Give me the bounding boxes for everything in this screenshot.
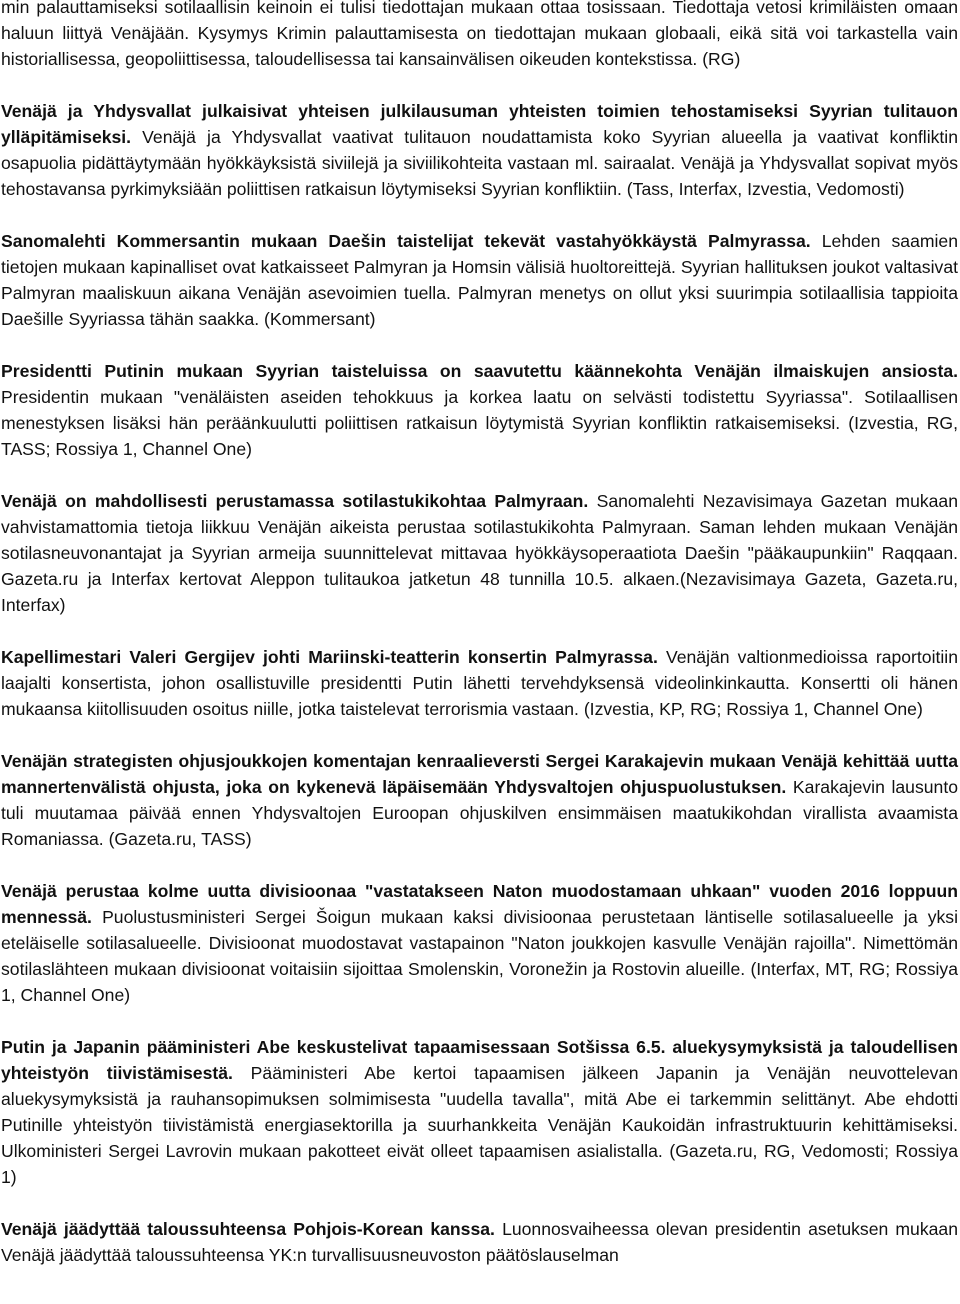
article-headline: Putin ja Japanin pääministeri Abe keskustelivat tapaamisessaan Sotšissa 6.5. aluekysymyksistä ja taloudellisen yhteistyön tiivistämisestä. [1,1037,958,1083]
article-north-korea [1,1216,958,1268]
article-palmyra-base [1,488,958,618]
article-body: Pääministeri Abe kertoi tapaamisen jälkeen Japanin ja Venäjän neuvottelevan aluekysymyksistä ja rauhansopimuksen solmimisesta "uudella tavalla", mitä Abe ei tarkemmin selittänyt. Abe ehdotti Putinille yhteistyön tiivistämistä energiasektorilla ja suurhankkeita Venäjän Kaukoidän infrastruktuurin kehittämiseksi. Ulkoministeri Sergei Lavrovin mukaan pakotteet eivät olleet tapaamisen asialistalla. (Gazeta.ru, RG, Vedomosti; Rossiya 1) [1,1063,959,1187]
intro-text: min palauttamiseksi sotilaallisin keinoin ei tulisi tiedottajan mukaan ottaa tosissaan. Tiedottaja vetosi krimiläisten omaan haluun liittyä Venäjään. Kysymys Krimin palauttamisesta on tiedottajan mukaan globaali, eikä sitä voi tarkastella vain historiallisessa, geopoliittisessa, taloudellisessa tai kansainvälisen oikeuden kontekstissa. (RG) [1,0,958,69]
article-headline: Venäjä on mahdollisesti perustamassa sotilastukikohtaa Palmyraan. [1,491,589,511]
article-body: Lehden saamien tietojen mukaan kapinalliset ovat katkaisseet Palmyran ja Homsin välisiä huoltoreittejä. Syyrian hallituksen joukot valtasivat Palmyran maaliskuun aikana Venäjän asevoimien tuella. Palmyran menetys on ollut yksi suurimpia sotilaallisia tappioita Daešille Syyriassa tähän saakka. (Kommersant) [1,231,958,329]
article-headline: Venäjä ja Yhdysvallat julkaisivat yhteisen julkilausuman yhteisten toimien tehostamiseksi Syyrian tulitauon ylläpitämiseksi. [1,101,958,147]
article-headline: Presidentti Putinin mukaan Syyrian taisteluissa on saavutettu käännekohta Venäjän ilmaiskujen ansiosta. [1,361,958,381]
article-putin-turning-point [1,358,958,462]
article-putin-abe [1,1034,958,1190]
article-body: Sanomalehti Nezavisimaya Gazetan mukaan vahvistamattomia tietoja liikkuu Venäjän aikeista perustaa sotilastukikohta Palmyraan. Saman lehden mukaan Venäjän sotilasneuvonantajat ja Syyrian armeija suunnittelevat mittavaa hyökkäysoperaatiota Daešin "pääkaupunkiin" Raqqaan. Gazeta.ru ja Interfax kertovat Aleppon tulitaukoa jatketun 48 tunnilla 10.5. alkaen.(Nezavisimaya Gazeta, Gazeta.ru, Interfax) [1,491,959,615]
article-headline: Sanomalehti Kommersantin mukaan Daešin taistelijat tekevät vastahyökkäystä Palmyrassa. [1,231,811,251]
article-body: Presidentin mukaan "venäläisten aseiden tehokkuus ja korkea laatu on selvästi todistettu Syyriassa". Sotilaallisen menestyksen lisäksi hän peräänkuulutti poliittisen ratkaisun löytymistä Syyrian konfliktin ratkaisemiseksi. (Izvestia, RG, TASS; Rossiya 1, Channel One) [1,387,958,459]
article-headline: Venäjän strategisten ohjusjoukkojen komentajan kenraalieversti Sergei Karakajevin mukaan Venäjä kehittää uutta mannertenvälistä ohjusta, joka on kykenevä läpäisemään Yhdysvaltojen ohjuspuolustuksen. [1,751,958,797]
article-body: Luonnosvaiheessa olevan presidentin asetuksen mukaan Venäjä jäädyttää taloussuhteensa YK:n turvallisuusneuvoston päätöslauselman [1,1219,958,1265]
article-gergiev-concert [1,644,958,722]
article-icbm [1,748,958,852]
article-palmyra-counterattack [1,228,958,332]
article-new-divisions [1,878,958,1008]
article-syria-ceasefire [1,98,958,202]
article-body: Puolustusministeri Sergei Šoigun mukaan kaksi divisioonaa perustetaan läntiselle sotilasalueelle ja yksi eteläiselle sotilasalueelle. Divisioonat muodostavat vastapainon "Naton joukkojen kasvulle Venäjän rajoilla". Nimettömän sotilaslähteen mukaan divisioonat voitaisiin sijoittaa Smolenskin, Voronežin ja Rostovin alueille. (Interfax, MT, RG; Rossiya 1, Channel One) [1,907,959,1005]
article-body: Venäjä ja Yhdysvallat vaativat tulitauon noudattamista koko Syyrian alueella ja vaativat konfliktin osapuolia pidättäytymään hyökkäyksistä siviilejä ja siviilikohteita vastaan ml. sairaalat. Venäjä ja Yhdysvallat sopivat myös tehostavansa pyrkimyksiään poliittisen ratkaisun löytymiseksi Syyrian konfliktiin. (Tass, Interfax, Izvestia, Vedomosti) [1,127,959,199]
article-body: Karakajevin lausunto tuli muutamaa päivää ennen Yhdysvaltojen Euroopan ohjuskilven ensimmäisen maatukikohdan virallista avaamista Romaniassa. (Gazeta.ru, TASS) [1,777,958,849]
article-body: Venäjän valtionmedioissa raportoitiin laajalti konsertista, johon osallistuville presidentti Putin lähetti tervehdyksensä videolinkinkautta. Konsertti oli hänen mukaansa kiitollisuuden osoitus niille, jotka taistelevat terrorismia vastaan. (Izvestia, KP, RG; Rossiya 1, Channel One) [1,647,958,719]
article-headline: Venäjä perustaa kolme uutta divisioonaa "vastatakseen Naton muodostamaan uhkaan" vuoden 2016 loppuun mennessä. [1,881,958,927]
article-headline: Kapellimestari Valeri Gergijev johti Mariinski-teatterin konsertin Palmyrassa. [1,647,658,667]
intro-paragraph [1,0,958,72]
article-headline: Venäjä jäädyttää taloussuhteensa Pohjois-Korean kanssa. [1,1219,495,1239]
